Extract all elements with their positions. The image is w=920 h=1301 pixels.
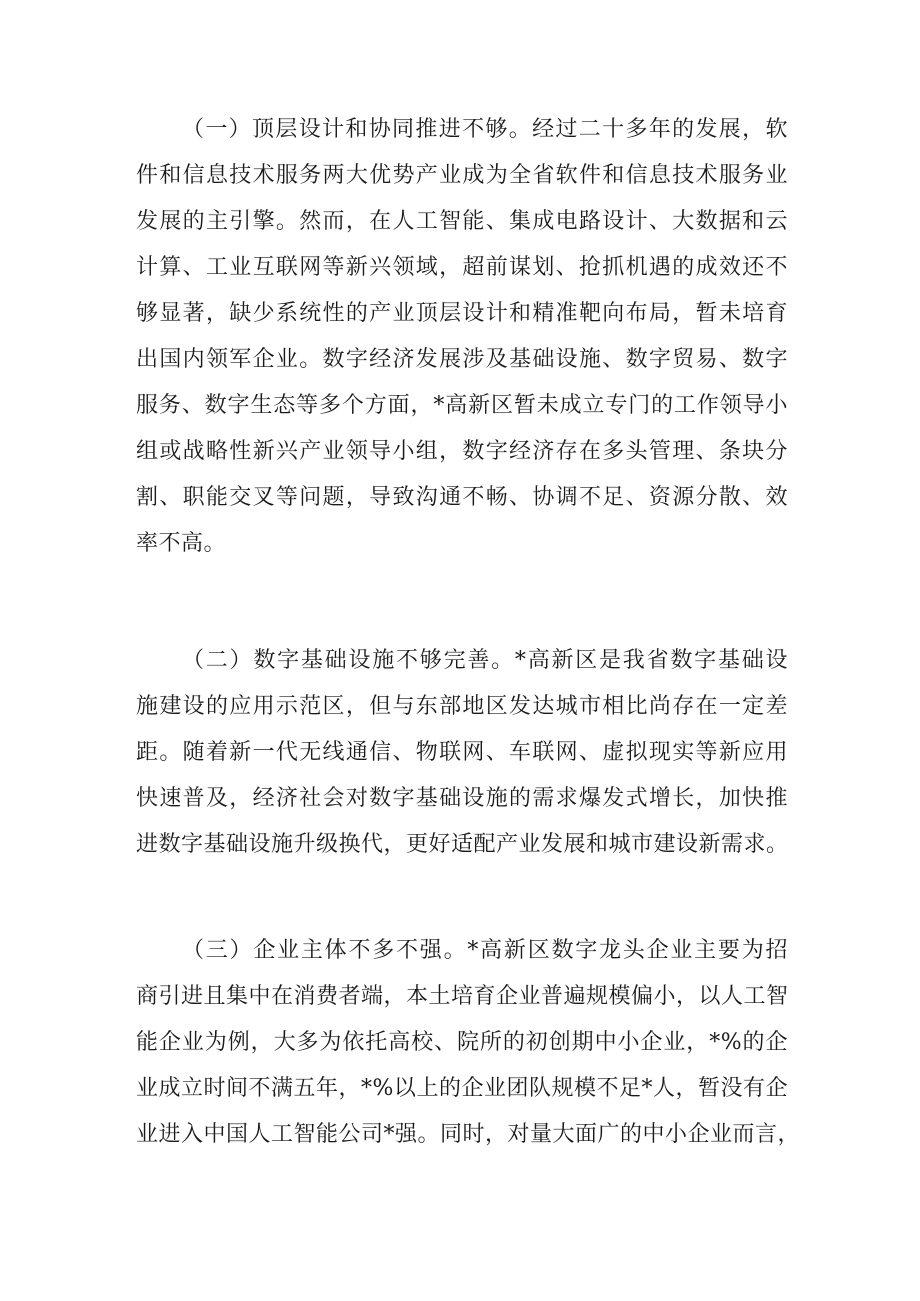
text-line: 进数字基础设施升级换代，更好适配产业发展和城市建设新需求。 <box>136 832 789 857</box>
text-line: 距。随着新一代无线通信、物联网、车联网、虚拟现实等新应用 <box>136 740 788 765</box>
text-line: 件和信息技术服务两大优势产业成为全省软件和信息技术服务业 <box>136 163 788 188</box>
paragraph-digital-infrastructure <box>136 638 788 868</box>
text-line: 服务、数字生态等多个方面，*高新区暂未成立专门的工作领导小 <box>136 393 788 418</box>
text-line: 业成立时间不满五年，*%以上的企业团队规模不足*人，暂没有企 <box>136 1076 788 1101</box>
text-line: 能企业为例，大多为依托高校、院所的初创期中小企业，*%的企 <box>136 1030 788 1055</box>
text-line: 施建设的应用示范区，但与东部地区发达城市相比尚存在一定差 <box>136 694 788 719</box>
text-line: （一）顶层设计和协同推进不够。经过二十多年的发展，软 <box>182 117 788 142</box>
text-line: 出国内领军企业。数字经济发展涉及基础设施、数字贸易、数字 <box>136 347 788 372</box>
text-line: 割、职能交叉等问题，导致沟通不畅、协调不足、资源分散、效 <box>136 485 788 510</box>
text-line: 组或战略性新兴产业领导小组，数字经济存在多头管理、条块分 <box>136 439 788 464</box>
text-line: （二）数字基础设施不够完善。*高新区是我省数字基础设 <box>182 648 788 673</box>
text-line: 快速普及，经济社会对数字基础设施的需求爆发式增长，加快推 <box>136 786 788 811</box>
text-line: （三）企业主体不多不强。*高新区数字龙头企业主要为招 <box>182 938 788 963</box>
text-line: 够显著，缺少系统性的产业顶层设计和精准靶向布局，暂未培育 <box>136 301 788 326</box>
paragraph-top-level-design <box>136 107 788 567</box>
text-line: 商引进且集中在消费者端，本土培育企业普遍规模偏小，以人工智 <box>136 984 789 1009</box>
text-line: 发展的主引擎。然而，在人工智能、集成电路设计、大数据和云 <box>136 209 788 234</box>
text-line: 率不高。 <box>136 531 227 556</box>
paragraph-enterprise-entities <box>136 928 801 1158</box>
text-line: 业进入中国人工智能公司*强。同时，对量大面广的中小企业而言， <box>136 1122 801 1147</box>
text-line: 计算、工业互联网等新兴领域，超前谋划、抢抓机遇的成效还不 <box>136 255 788 280</box>
